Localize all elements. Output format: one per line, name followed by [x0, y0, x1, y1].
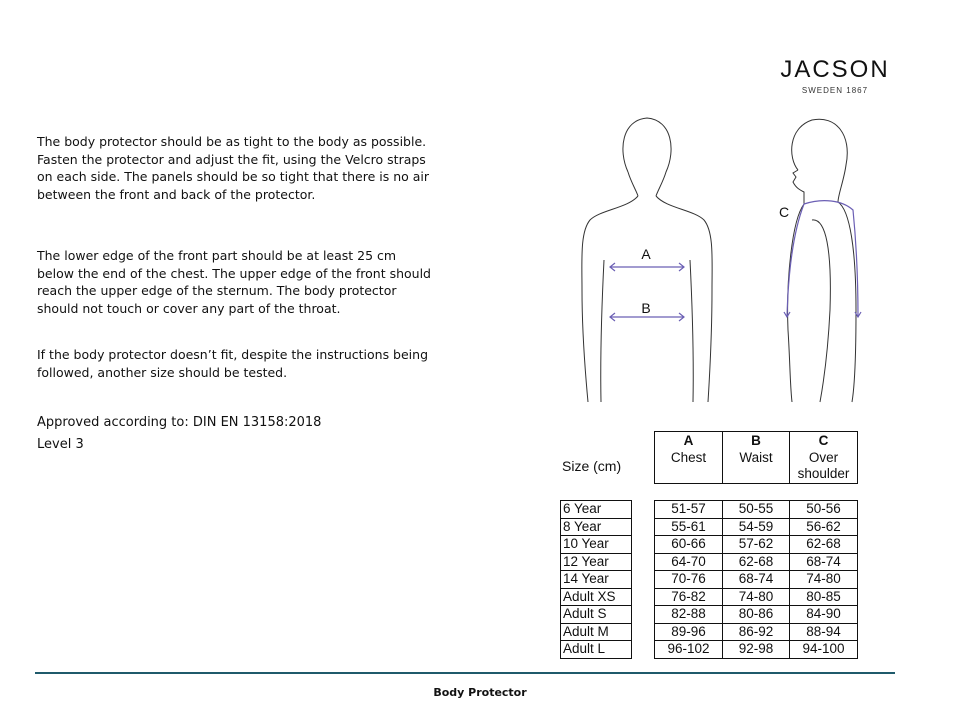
size-cell: 14 Year	[561, 571, 632, 589]
waist-cell: 68-74	[723, 571, 790, 589]
size-cell: Adult L	[561, 641, 632, 659]
fit-instructions-paragraph: The body protector should be as tight to the body as possible. Fasten the protector and adjust the fit, using the Velcro straps on each side. The panels should be so tight that there is no air between the front and back of the protector.	[37, 134, 430, 202]
table-row	[655, 641, 858, 659]
size-advice-paragraph: If the body protector doesn’t fit, despite the instructions being followed, another size should be tested.	[37, 347, 429, 380]
footer-title: Body Protector	[433, 686, 527, 699]
side-body-outline	[788, 119, 856, 402]
waist-cell: 86-92	[723, 623, 790, 641]
table-row	[655, 588, 858, 606]
footer-divider	[35, 672, 895, 674]
chest-cell: 82-88	[655, 606, 723, 624]
shoulder-cell: 94-100	[790, 641, 858, 659]
shoulder-cell: 68-74	[790, 553, 858, 571]
size-cell: Adult M	[561, 623, 632, 641]
brand-logo	[770, 56, 900, 95]
table-row	[655, 536, 858, 554]
waist-cell: 80-86	[723, 606, 790, 624]
size-unit-label: Size (cm)	[562, 458, 622, 474]
column-header-over-shoulder	[790, 432, 858, 484]
brand-name: JACSON	[780, 56, 890, 83]
shoulder-cell: 74-80	[790, 571, 858, 589]
shoulder-cell: 50-56	[790, 501, 858, 519]
measurement-values-table	[654, 500, 858, 659]
approval-standard: Approved according to: DIN EN 13158:2018	[37, 415, 322, 430]
table-row	[655, 623, 858, 641]
table-row	[655, 501, 858, 519]
brand-tagline: SWEDEN 1867	[801, 86, 869, 95]
table-row	[655, 606, 858, 624]
approval-level: Level 3	[37, 437, 84, 452]
column-header-waist	[723, 432, 790, 484]
chest-cell: 64-70	[655, 553, 723, 571]
column-name: Waist	[739, 450, 773, 465]
chest-cell: 70-76	[655, 571, 723, 589]
shoulder-cell: 84-90	[790, 606, 858, 624]
waist-cell: 92-98	[723, 641, 790, 659]
table-row	[655, 518, 858, 536]
label-b: B	[641, 300, 651, 316]
shoulder-cell: 62-68	[790, 536, 858, 554]
label-c: C	[778, 204, 790, 220]
size-cell: 12 Year	[561, 553, 632, 571]
shoulder-cell: 88-94	[790, 623, 858, 641]
size-cell: 8 Year	[561, 518, 632, 536]
label-a: A	[641, 246, 651, 262]
column-letter: C	[818, 433, 829, 448]
size-cell: Adult XS	[561, 588, 632, 606]
size-list	[560, 500, 632, 659]
shoulder-cell: 56-62	[790, 518, 858, 536]
waist-cell: 62-68	[723, 553, 790, 571]
chest-cell: 51-57	[655, 501, 723, 519]
waist-cell: 74-80	[723, 588, 790, 606]
shoulder-cell: 80-85	[790, 588, 858, 606]
size-cell: 10 Year	[561, 536, 632, 554]
placement-instructions-paragraph: The lower edge of the front part should be at least 25 cm below the end of the chest. The upper edge of the front should reach the upper edge of the sternum. The body protector should not touch or cover any part of the throat.	[37, 248, 431, 316]
size-table-header	[654, 431, 858, 484]
column-name: Chest	[670, 450, 707, 465]
table-row	[655, 571, 858, 589]
column-name: Over shoulder	[797, 450, 850, 481]
chest-cell: 55-61	[655, 518, 723, 536]
measure-line-over-shoulder	[784, 201, 861, 317]
waist-cell: 54-59	[723, 518, 790, 536]
column-letter: B	[751, 433, 761, 448]
chest-cell: 60-66	[655, 536, 723, 554]
column-letter: A	[683, 433, 694, 448]
waist-cell: 57-62	[723, 536, 790, 554]
table-row	[655, 553, 858, 571]
chest-cell: 76-82	[655, 588, 723, 606]
chest-cell: 89-96	[655, 623, 723, 641]
measurement-diagram	[560, 110, 890, 410]
waist-cell: 50-55	[723, 501, 790, 519]
approval-block	[37, 412, 321, 456]
column-header-chest	[655, 432, 723, 484]
chest-cell: 96-102	[655, 641, 723, 659]
size-cell: 6 Year	[561, 501, 632, 519]
size-cell: Adult S	[561, 606, 632, 624]
